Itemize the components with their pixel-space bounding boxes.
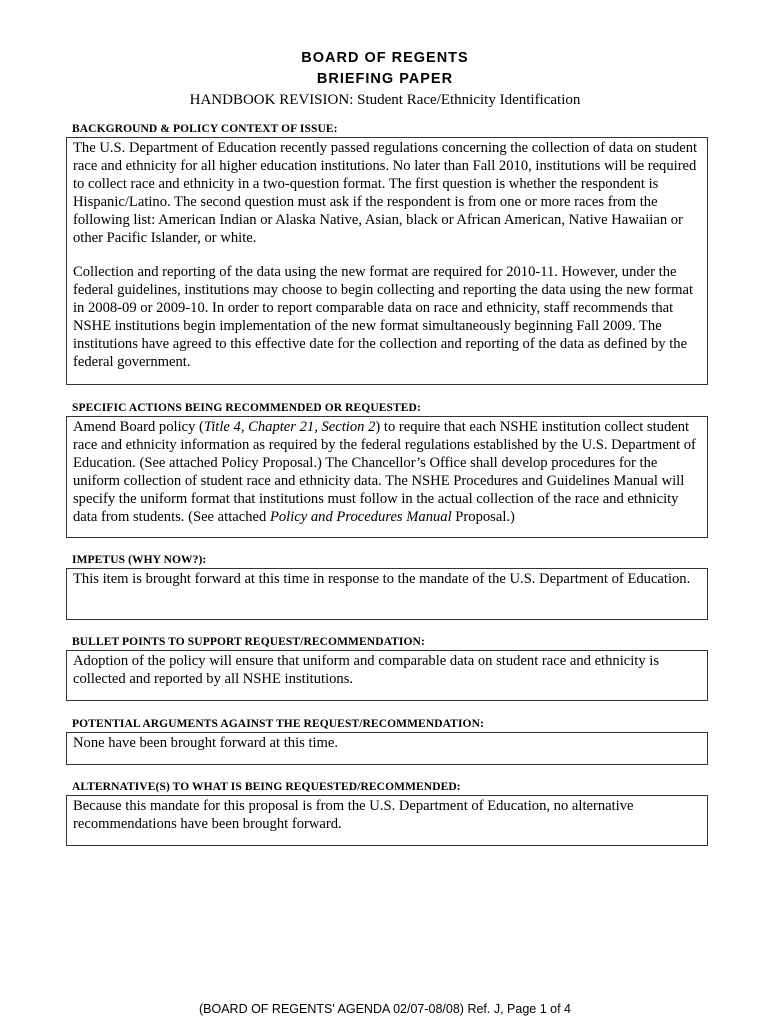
section-box-alternatives <box>66 795 708 846</box>
manual-title: Policy and Procedures Manual <box>269 509 452 525</box>
section-label-actions: SPECIFIC ACTIONS BEING RECOMMENDED OR REQUESTED: <box>72 402 421 414</box>
background-paragraph-2: Collection and reporting of the data using the new format are required for 2010-11. However, under the federal guidelines, institutions may choose to begin collecting and reporting the data using the new format in 2008-09 or 2009-10. In order to report comparable data on race and ethnicity, staff recommends that NSHE institutions begin implementation of the new format simultaneously beginning Fall 2009. The institutions have agreed to this effective date for the collection and reporting of the data as defined by the federal government. <box>73 264 694 370</box>
section-box-background <box>66 137 708 385</box>
arguments-text: None have been brought forward at this time. <box>73 735 339 751</box>
section-label-bullets: BULLET POINTS TO SUPPORT REQUEST/RECOMMENDATION: <box>72 636 425 648</box>
alternatives-text: Because this mandate for this proposal is from the U.S. Department of Education, no alternative recommendations have been brought forward. <box>73 798 634 832</box>
section-label-arguments: POTENTIAL ARGUMENTS AGAINST THE REQUEST/RECOMMENDATION: <box>72 718 484 730</box>
section-box-arguments <box>66 732 708 765</box>
policy-citation: Title 4, Chapter 21, Section 2 <box>203 419 376 435</box>
section-box-impetus <box>66 568 708 620</box>
section-label-alternatives: ALTERNATIVE(S) TO WHAT IS BEING REQUESTED/RECOMMENDED: <box>72 781 461 793</box>
page-footer: (BOARD OF REGENTS' AGENDA 02/07-08/08) Ref. J, Page 1 of 4 <box>199 1002 571 1016</box>
section-box-bullets <box>66 650 708 701</box>
bullets-text: Adoption of the policy will ensure that uniform and comparable data on student race and ethnicity is collected and reported by all NSHE institutions. <box>73 653 660 687</box>
background-paragraph-1: The U.S. Department of Education recently passed regulations concerning the collection of data on student race and ethnicity for all higher education institutions. No later than Fall 2010, institutions will be required to collect race and ethnicity in a two-question format. The first question is whether the respondent is Hispanic/Latino. The second question must ask if the respondent is from one or more races from the following list: American Indian or Alaska Native, Asian, black or African American, Native Hawaiian or other Pacific Islander, or white. <box>73 140 698 246</box>
section-box-actions <box>66 416 708 538</box>
document-subtitle-type: BRIEFING PAPER <box>316 71 454 87</box>
section-label-background: BACKGROUND & POLICY CONTEXT OF ISSUE: <box>72 123 338 135</box>
document-title: BOARD OF REGENTS <box>301 50 469 66</box>
document-topic: HANDBOOK REVISION: Student Race/Ethnicity Identification <box>189 92 581 108</box>
actions-paragraph: Amend Board policy (Title 4, Chapter 21, Section 2) to require that each NSHE institution collect student race and ethnicity information as required by the federal regulations established by the U.S. Department of Education. (See attached Policy Proposal.) The Chancellor’s Office shall develop procedures for the uniform collection of student race and ethnicity data. The NSHE Procedures and Guidelines Manual will specify the uniform format that institutions must follow in the actual collection of the race and ethnicity data from students. (See attached Policy and Procedures Manual Proposal.) <box>73 419 696 525</box>
section-label-impetus: IMPETUS (WHY NOW?): <box>72 554 207 566</box>
impetus-text: This item is brought forward at this time in response to the mandate of the U.S. Department of Education. <box>73 571 691 587</box>
